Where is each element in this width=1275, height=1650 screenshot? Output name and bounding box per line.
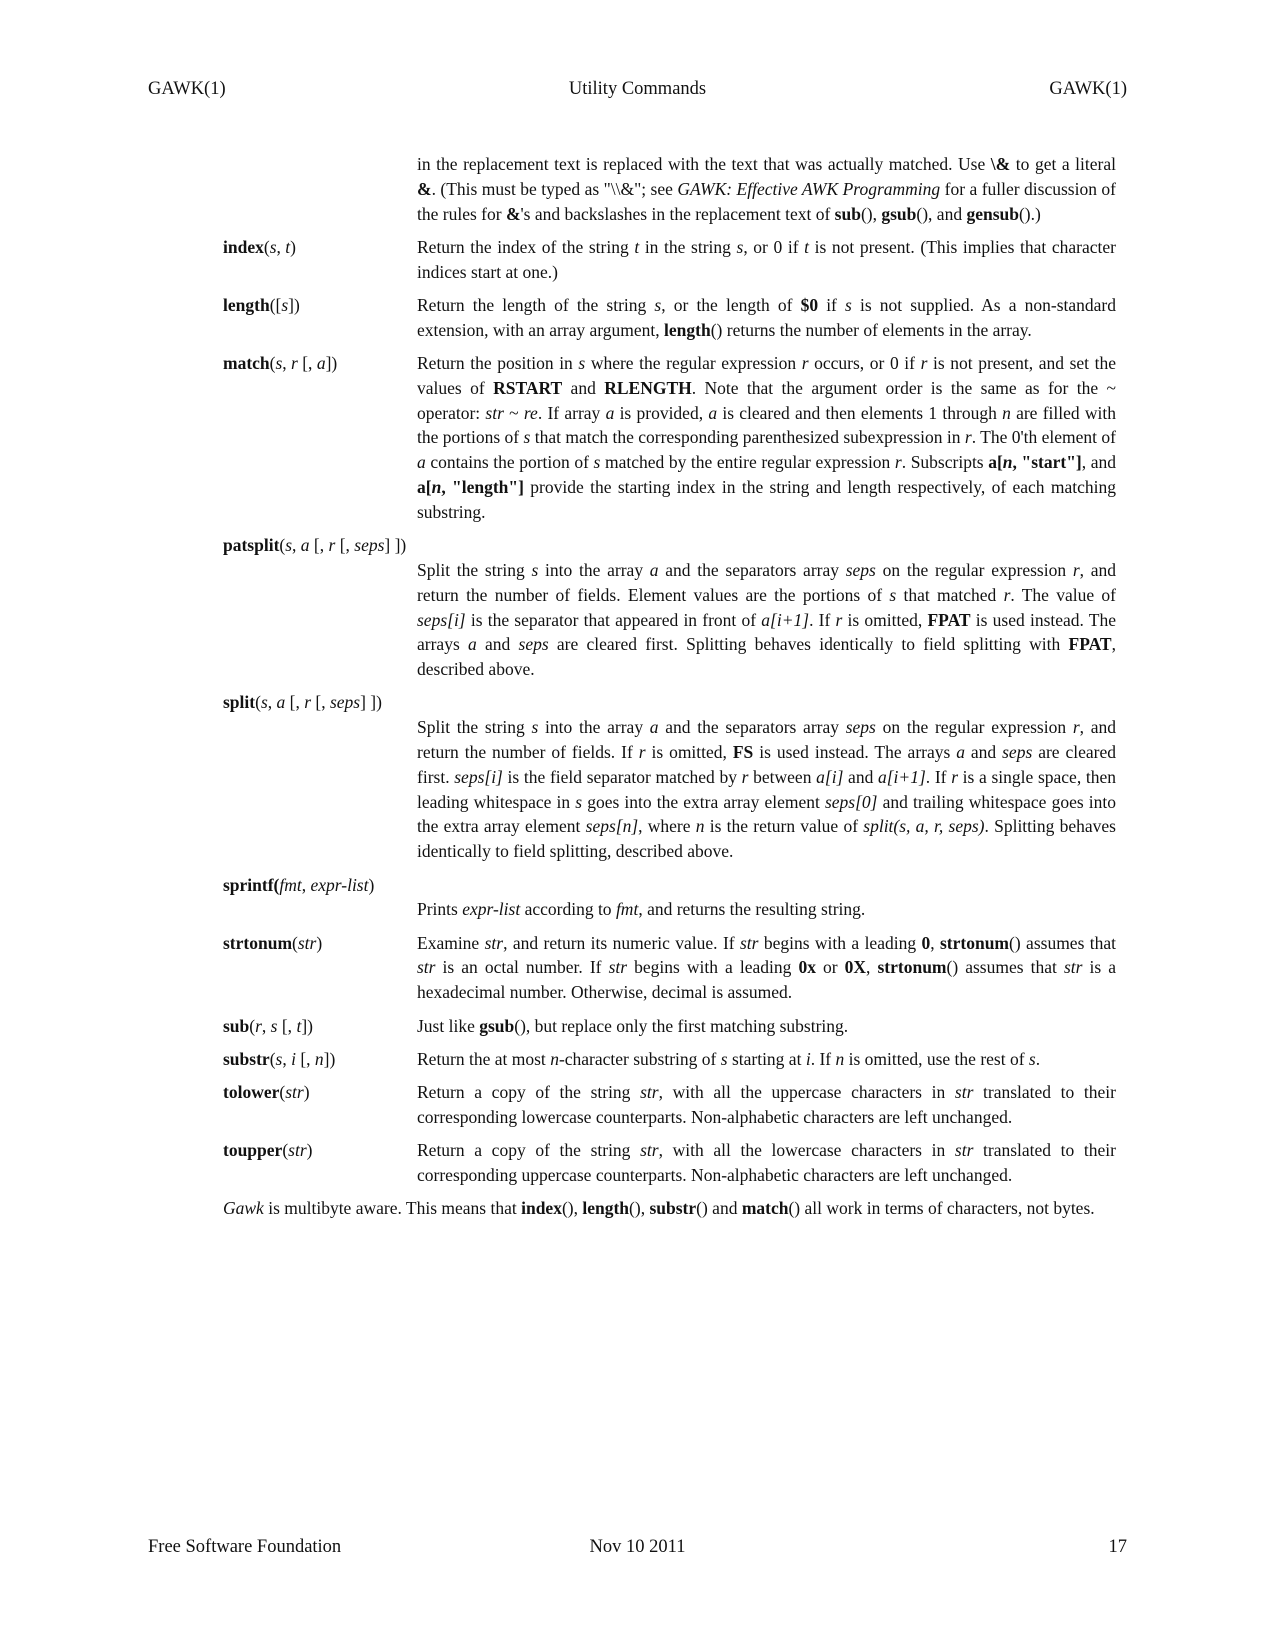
header-right: GAWK(1)	[1049, 79, 1127, 99]
header-title: Utility Commands	[568, 79, 707, 99]
page-body	[223, 152, 1116, 1221]
term-substr: substr(s, i [, n])	[223, 1048, 336, 1069]
entry-substr	[223, 1047, 1116, 1072]
page-number: 17	[1108, 1537, 1127, 1557]
term-match: match(s, r [, a])	[223, 353, 338, 374]
term-length: length([s])	[223, 294, 300, 315]
term-split: split(s, a [, r [, seps] ])	[223, 692, 382, 713]
footer-left: Free Software Foundation	[148, 1537, 342, 1557]
desc-strtonum: Examine str, and return its numeric value. If str begins with a leading 0, strtonum() assumes that str is an octal number. If str begins with a leading 0x or 0X, strtonum() assumes that str is a hexadecimal number. Otherwise, decimal is assumed.	[417, 932, 1117, 1003]
term-tolower: tolower(str)	[223, 1082, 310, 1103]
term-sub: sub(r, s [, t])	[223, 1015, 313, 1036]
desc-length: Return the length of the string s, or the length of $0 if s is not supplied. As a non-standard extension, with an array argument, length() returns the number of elements in the array.	[417, 294, 1116, 340]
entry-split	[223, 690, 1116, 864]
desc-match: Return the position in s where the regular expression r occurs, or 0 if r is not present, and set the values of RSTART and RLENGTH. Note that the argument order is the same as for the ~ operator: str ~ re. If array a is provided, a is cleared and then elements 1 through n are filled with the portions of s that match the corresponding parenthesized subexpression in r. The 0'th element of a contains the portion of s matched by the entire regular expression r. Subscripts a[n, "start"], and a[n, "length"] provide the starting index in the string and length respectively, of each matching substring.	[417, 353, 1117, 522]
desc-toupper: Return a copy of the string str, with all the lowercase characters in str translated to their corresponding uppercase counterparts. Non-alphabetic characters are left unchanged.	[417, 1140, 1117, 1185]
entry-strtonum	[223, 931, 1116, 1005]
term-sprintf: sprintf(fmt, expr-list)	[223, 874, 375, 895]
desc-tolower: Return a copy of the string str, with all the uppercase characters in str translated to their corresponding lowercase counterparts. Non-alphabetic characters are left unchanged.	[417, 1082, 1117, 1127]
term-patsplit: patsplit(s, a [, r [, seps] ])	[223, 535, 407, 556]
header-left: GAWK(1)	[148, 79, 226, 99]
entry-sprintf	[223, 873, 1116, 923]
entry-match	[223, 351, 1116, 525]
entry-sub	[223, 1014, 1116, 1039]
term-toupper: toupper(str)	[223, 1140, 313, 1161]
entry-tolower	[223, 1080, 1116, 1130]
entry-toupper	[223, 1138, 1116, 1188]
desc-sprintf: Prints expr-list according to fmt, and returns the resulting string.	[417, 899, 866, 920]
term-index: index(s, t)	[223, 236, 296, 257]
desc-index: Return the index of the string t in the string s, or 0 if t is not present. (This implies that character indices start at one.)	[417, 236, 1116, 282]
desc-sub: Just like gsub(), but replace only the first matching substring.	[417, 1015, 849, 1036]
entry-length	[223, 293, 1116, 343]
entry-index	[223, 235, 1116, 285]
desc-split: Split the string s into the array a and the separators array seps on the regular expression r, and return the number of fields. If r is omitted, FS is used instead. The arrays a and seps are cleared first. seps[i] is the field separator matched by r between a[i] and a[i+1]. If r is a single space, then leading whitespace in s goes into the extra array element seps[0] and trailing whitespace goes into the extra array element seps[n], where n is the return value of split(s, a, r, seps). Splitting behaves identically to field splitting, described above.	[417, 717, 1117, 862]
term-strtonum: strtonum(str)	[223, 932, 323, 953]
footer-date: Nov 10 2011	[589, 1537, 686, 1557]
multibyte-paragraph: Gawk is multibyte aware. This means that index(), length(), substr() and match() all work in terms of characters, not bytes.	[223, 1197, 1095, 1218]
desc-patsplit: Split the string s into the array a and the separators array seps on the regular expression r, and return the number of fields. Element values are the portions of s that matched r. The value of seps[i] is the separator that appeared in front of a[i+1]. If r is omitted, FPAT is used instead. The arrays a and seps are cleared first. Splitting behaves identically to field splitting with FPAT, described above.	[417, 559, 1116, 680]
desc-substr: Return the at most n-character substring of s starting at i. If n is omitted, use the rest of s.	[417, 1048, 1041, 1069]
entry-patsplit	[223, 533, 1116, 682]
continuation-paragraph: in the replacement text is replaced with the text that was actually matched. Use \& to get a literal &. (This must be typed as "\\&"; see GAWK: Effective AWK Programming for a fuller discussion of the rules for &'s and backslashes in the replacement text of sub(), gsub(), and gensub().)	[417, 154, 1116, 224]
